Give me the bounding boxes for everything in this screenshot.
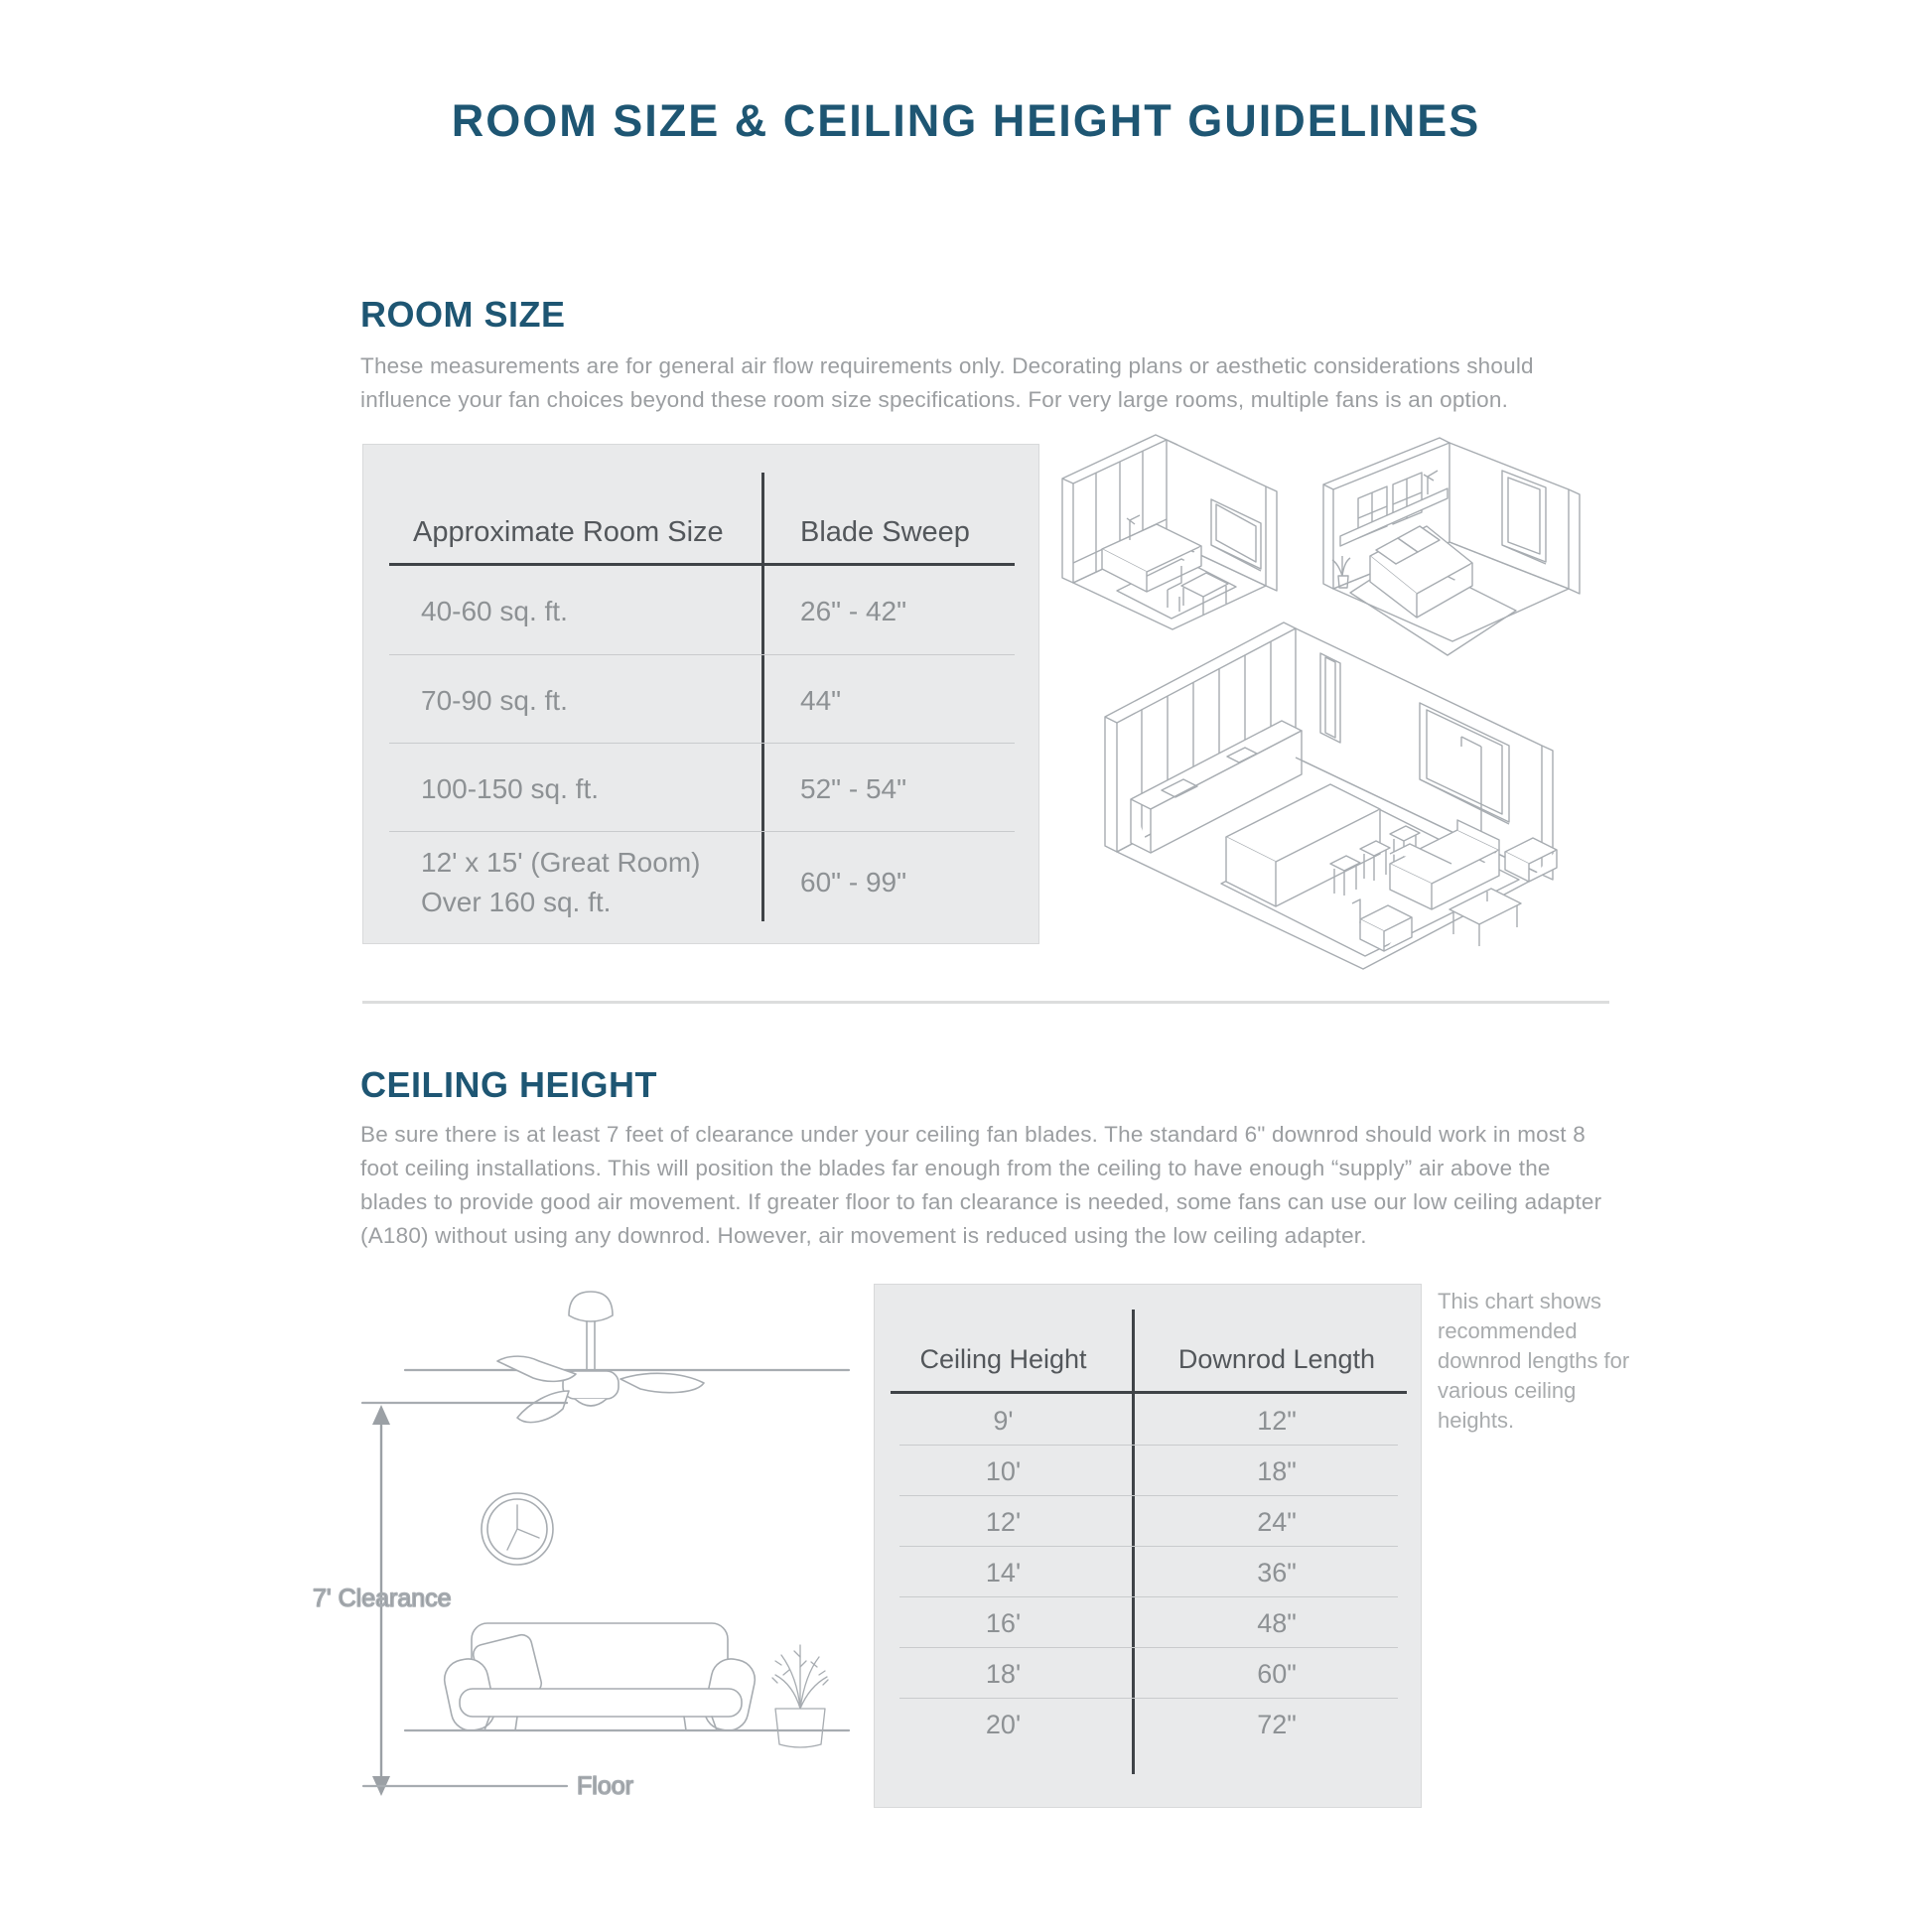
table-cell: 40-60 sq. ft. xyxy=(421,596,568,626)
small-room-drawing xyxy=(1062,435,1277,629)
wall-clock-icon xyxy=(482,1493,553,1565)
table-cell: 52" - 54" xyxy=(800,773,907,804)
row-separator xyxy=(389,831,1015,832)
room-table-header-rule xyxy=(389,563,1015,566)
row-separator xyxy=(389,743,1015,744)
ceiling-height-heading: CEILING HEIGHT xyxy=(360,1064,658,1105)
table-cell: 26" - 42" xyxy=(800,596,907,626)
table-cell: 44" xyxy=(800,685,842,716)
table-cell: 70-90 sq. ft. xyxy=(421,685,568,716)
downrod-length-table xyxy=(874,1284,1422,1808)
room-size-description: These measurements are for general air flow requirements only. Decorating plans or aesthetic considerations should influence your fan choices beyond these room size specifications. For very large rooms, multiple fans is an option. xyxy=(360,353,1534,412)
table-cell: 16' xyxy=(985,1608,1022,1638)
isometric-rooms-illustration xyxy=(1033,415,1628,986)
table-cell: 36" xyxy=(1257,1558,1297,1587)
column-header-ceiling-height: Ceiling Height xyxy=(919,1344,1087,1374)
table-cell: 14' xyxy=(985,1558,1022,1587)
table-cell: 72" xyxy=(1257,1710,1297,1739)
table-cell: 18" xyxy=(1257,1456,1297,1486)
clearance-label: 7' Clearance xyxy=(313,1585,452,1612)
downrod-chart-note: This chart shows recommended downrod lengths for various ceiling heights. xyxy=(1438,1289,1630,1433)
table-cell: 9' xyxy=(993,1406,1014,1436)
table-cell: 60" - 99" xyxy=(800,867,907,897)
downrod-table-column-divider xyxy=(1132,1310,1135,1774)
table-cell: 24" xyxy=(1257,1507,1297,1537)
great-room-drawing xyxy=(1105,622,1557,969)
table-cell: 10' xyxy=(985,1456,1022,1486)
table-cell: 60" xyxy=(1257,1659,1297,1689)
room-table-column-divider xyxy=(761,473,764,921)
row-separator xyxy=(899,1647,1398,1648)
floor-label: Floor xyxy=(577,1772,633,1800)
room-size-table xyxy=(362,444,1039,944)
row-separator xyxy=(389,654,1015,655)
potted-plant-icon xyxy=(772,1645,828,1747)
page-title: ROOM SIZE & CEILING HEIGHT GUIDELINES xyxy=(451,95,1481,146)
table-cell: 20' xyxy=(985,1710,1022,1739)
clearance-diagram xyxy=(273,1276,864,1911)
row-separator xyxy=(899,1596,1398,1597)
table-cell: 12' xyxy=(985,1507,1022,1537)
downrod-table-header-rule xyxy=(891,1391,1407,1394)
column-header-room-size: Approximate Room Size xyxy=(413,516,724,548)
bedroom-drawing xyxy=(1323,438,1580,655)
section-divider xyxy=(362,1001,1609,1004)
table-cell: 12' x 15' (Great Room) xyxy=(421,847,701,878)
sofa-icon xyxy=(441,1623,759,1734)
table-cell: Over 160 sq. ft. xyxy=(421,887,612,917)
column-header-downrod-length: Downrod Length xyxy=(1177,1344,1376,1374)
row-separator xyxy=(899,1546,1398,1547)
table-cell: 12" xyxy=(1257,1406,1297,1436)
row-separator xyxy=(899,1495,1398,1496)
row-separator xyxy=(899,1698,1398,1699)
table-cell: 48" xyxy=(1257,1608,1297,1638)
table-cell: 18' xyxy=(985,1659,1022,1689)
column-header-blade-sweep: Blade Sweep xyxy=(800,516,970,548)
row-separator xyxy=(899,1445,1398,1446)
room-size-heading: ROOM SIZE xyxy=(360,294,566,335)
table-cell: 100-150 sq. ft. xyxy=(421,773,600,804)
ceiling-height-description: Be sure there is at least 7 feet of clearance under your ceiling fan blades. The standard 6" downrod should work in most 8 foot ceiling installations. This will position the blades far enough from the ceiling to have enough “supply” air above the blades to provide good air movement. If greater floor to fan clearance is needed, some fans can use our low ceiling adapter (A180) without using any downrod. However, air movement is reduced using the low ceiling adapter. xyxy=(360,1122,1602,1248)
